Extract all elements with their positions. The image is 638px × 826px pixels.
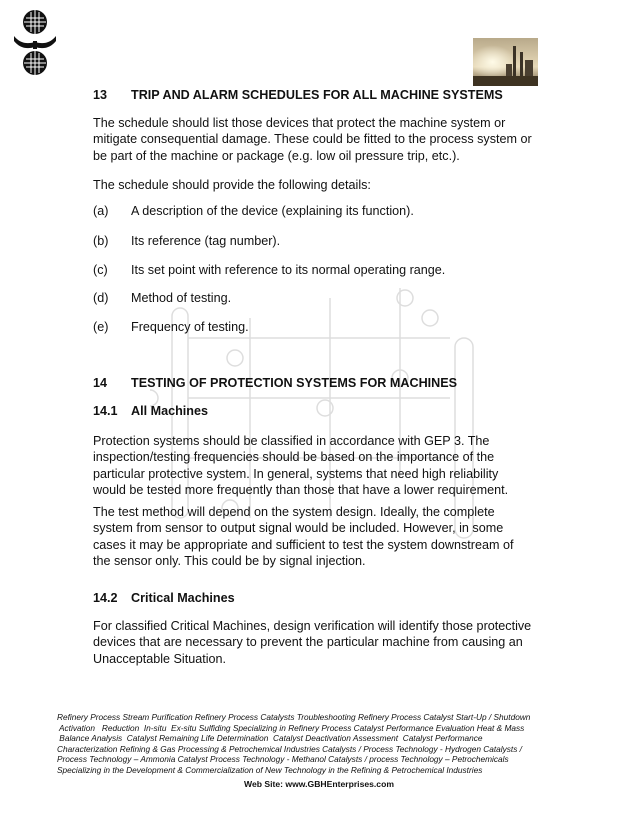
footer-website: Web Site: www.GBHEnterprises.com: [244, 779, 394, 789]
footer-line: Characterization Refining & Gas Processing & Petrochemical Industries Catalysts / Process Technology - Hydrogen Catalysts /: [57, 743, 522, 754]
subsection-14-1-paragraph-1: Protection systems should be classified in accordance with GEP 3. The inspection/testing frequencies should be based on the importance of the particular protective system. In general, systems that need high reliability would be tested more frequently than those that have a lower requirement.: [93, 434, 509, 497]
section-13-paragraph-1: The schedule should list those devices that protect the machine system or mitigate consequential damage. These could be fitted to the process system or be part of the machine or package (e.g. low oil pressure trip, etc.).: [93, 116, 532, 163]
section-13-number: 13: [93, 88, 108, 102]
footer-line: Process Technology – Ammonia Catalyst Process Technology - Methanol Catalysts / process Technology – Petrochemicals: [57, 754, 509, 765]
footer-services: [57, 712, 557, 776]
list-item-text: Its set point with reference to its normal operating range.: [131, 263, 446, 277]
section-13-title: TRIP AND ALARM SCHEDULES FOR ALL MACHINE SYSTEMS: [131, 88, 503, 102]
subsection-14-2-paragraph-1: For classified Critical Machines, design verification will identify those protective devices that are necessary to prevent the particular machine from causing an Unacceptable Situation.: [93, 619, 532, 666]
list-item-text: A description of the device (explaining its function).: [131, 204, 414, 218]
subsection-14-2-title: Critical Machines: [131, 591, 235, 605]
list-item-text: Frequency of testing.: [131, 320, 249, 334]
list-item-text: Its reference (tag number).: [131, 234, 281, 248]
subsection-14-1-number: 14.1: [93, 404, 118, 418]
footer-line: Specializing in the Development & Commercialization of New Technology in the Refining & Petrochemical Industries: [57, 764, 483, 775]
list-item-label: (e): [93, 320, 109, 334]
footer-line: Activation Reduction In-situ Ex-situ Sulfiding Specializing in Refinery Process Catalyst Performance Evaluation Heat & Mass: [57, 722, 525, 733]
footer-line: Refinery Process Stream Purification Refinery Process Catalysts Troubleshooting Refinery Process Catalyst Start-Up / Shutdown: [57, 712, 531, 722]
refinery-photo: [473, 38, 538, 86]
subsection-14-2-number: 14.2: [93, 591, 118, 605]
list-item-label: (c): [93, 263, 108, 277]
section-13-paragraph-2: The schedule should provide the following details:: [93, 178, 371, 192]
list-item-label: (d): [93, 291, 109, 305]
list-item-label: (b): [93, 234, 109, 248]
list-item-label: (a): [93, 204, 109, 218]
section-14-number: 14: [93, 376, 108, 390]
list-item-text: Method of testing.: [131, 291, 232, 305]
company-logo: [12, 8, 58, 78]
subsection-14-1-title: All Machines: [131, 404, 208, 418]
footer-line: Balance Analysis Catalyst Remaining Life Determination Catalyst Deactivation Assessment Catalyst Performance: [57, 733, 483, 744]
subsection-14-1-paragraph-2: The test method will depend on the system design. Ideally, the complete system from sensor to output signal would be included. However, in some cases it may be appropriate and sufficient to test the system downstream of the sensor only. This could be by signal injection.: [93, 505, 514, 568]
section-14-title: TESTING OF PROTECTION SYSTEMS FOR MACHINES: [131, 376, 458, 390]
